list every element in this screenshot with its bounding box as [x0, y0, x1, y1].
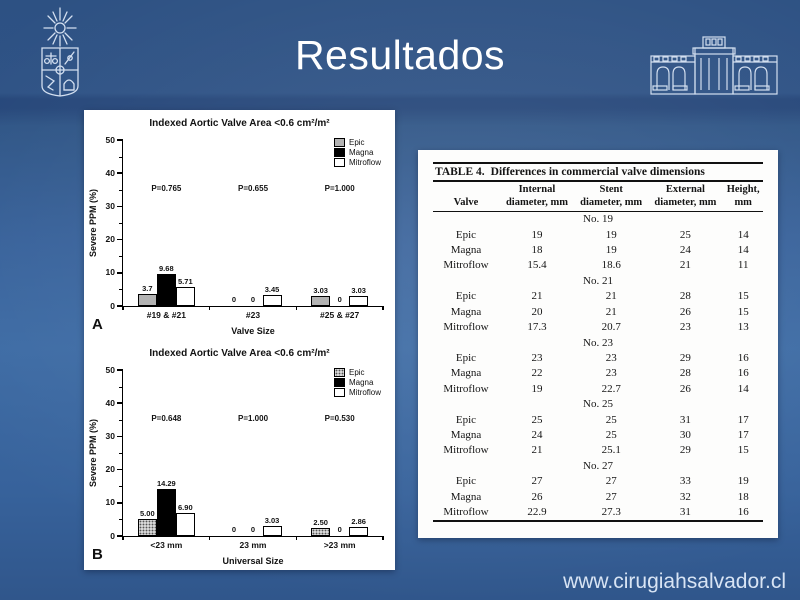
y-tick-label: 50: [105, 134, 115, 145]
x-axis-tick: [122, 306, 124, 310]
valve-name-cell: Mitroflow: [443, 444, 489, 457]
table-row: [433, 428, 763, 443]
valve-name-cell: Mitroflow: [443, 382, 489, 395]
chart-title: Indexed Aortic Valve Area <0.6 cm²/m²: [149, 118, 330, 129]
bar: [157, 489, 176, 536]
value-cell: 22: [531, 367, 543, 380]
legend-item: [334, 158, 381, 167]
column-header: [723, 181, 763, 212]
bar-zero-label: 0: [231, 295, 237, 304]
legend-label: Epic: [348, 368, 365, 377]
y-tick-label: 20: [105, 234, 115, 245]
y-axis-minor-tick: [119, 519, 123, 520]
y-tick-label: 20: [105, 464, 115, 475]
value-cell: 28: [679, 367, 691, 380]
value-cell: 19: [531, 228, 543, 241]
legend-item: [334, 138, 381, 147]
y-tick-label: 30: [105, 430, 115, 441]
table-row: [433, 413, 763, 428]
y-axis-tick: [117, 206, 123, 208]
bar-value-label: 9.68: [159, 263, 174, 273]
x-axis-tick: [382, 536, 384, 540]
column-header-line2: diameter, mm: [505, 197, 568, 209]
value-cell: 25: [605, 428, 617, 441]
table-row: [433, 258, 763, 273]
p-value-label: P=1.000: [324, 184, 355, 194]
group-label: No. 27: [583, 459, 613, 472]
x-tick-label: #25 & #27: [320, 310, 360, 320]
table-title-label: TABLE 4.: [435, 166, 485, 178]
x-tick-label: #19 & #21: [146, 310, 186, 320]
legend-label: Mitroflow: [348, 158, 381, 167]
epic-swatch-icon: [334, 368, 345, 377]
bar: [311, 296, 330, 306]
value-cell: 20.7: [601, 321, 621, 334]
bar-value-label: 14.29: [156, 478, 176, 488]
y-axis-minor-tick: [119, 256, 123, 257]
column-header-line1: Height,: [726, 184, 760, 195]
table-row: [433, 366, 763, 381]
table-header-row: [433, 181, 763, 212]
y-axis-minor-tick: [119, 453, 123, 454]
table-row: [433, 443, 763, 458]
bar-value-label: 2.50: [313, 517, 328, 527]
value-cell: 19: [605, 228, 617, 241]
bar-value-label: 3.03: [264, 515, 280, 525]
value-cell: 29: [679, 444, 691, 457]
legend-label: Epic: [348, 138, 365, 147]
value-cell: 15: [737, 290, 749, 303]
y-tick-label: 0: [110, 530, 115, 541]
table-title-text: Differences in commercial valve dimensions: [490, 166, 705, 178]
table-row: [433, 243, 763, 258]
value-cell: 25.1: [601, 444, 621, 457]
value-cell: 18: [737, 490, 749, 503]
y-axis-tick: [117, 239, 123, 241]
valve-name-cell: Magna: [450, 367, 482, 380]
value-cell: 14: [737, 244, 749, 257]
value-cell: 15: [737, 444, 749, 457]
valve-name-cell: Magna: [450, 428, 482, 441]
bar-zero-label: 0: [250, 295, 256, 304]
valve-dimensions-table: [433, 180, 763, 522]
value-cell: 17: [737, 413, 749, 426]
bar: [263, 295, 282, 306]
value-cell: 23: [605, 367, 617, 380]
value-cell: 24: [679, 244, 691, 257]
value-cell: 23: [605, 351, 617, 364]
y-axis-tick: [117, 139, 123, 141]
bar: [263, 526, 282, 536]
chart-b: [84, 346, 395, 574]
value-cell: 21: [531, 290, 543, 303]
value-cell: 26: [679, 305, 691, 318]
value-cell: 11: [737, 259, 749, 272]
y-axis-label: Severe PPM (%): [88, 418, 98, 488]
bar: [176, 513, 195, 536]
p-value-label: P=0.530: [324, 414, 355, 424]
plot-area: [105, 134, 383, 336]
y-axis-minor-tick: [119, 223, 123, 224]
y-axis-tick: [117, 172, 123, 174]
bar-value-label: 3.03: [351, 285, 366, 295]
table-row: [433, 474, 763, 489]
valve-name-cell: Magna: [450, 490, 482, 503]
x-axis-title: Universal Size: [222, 556, 284, 566]
table-row: [433, 228, 763, 243]
valve-name-cell: Magna: [450, 305, 482, 318]
table-group-row: [433, 212, 763, 228]
group-label: No. 25: [583, 398, 613, 411]
value-cell: 20: [531, 305, 543, 318]
value-cell: 21: [679, 259, 691, 272]
p-value-label: P=0.648: [151, 414, 182, 424]
table-row: [433, 505, 763, 521]
group-label: No. 23: [583, 336, 613, 349]
mitroflow-swatch-icon: [334, 158, 345, 167]
value-cell: 24: [531, 428, 543, 441]
valve-name-cell: Epic: [455, 351, 477, 364]
bar-value-label: 2.86: [351, 516, 366, 526]
column-header: [433, 181, 499, 212]
legend-item: [334, 148, 381, 157]
legend-label: Mitroflow: [348, 388, 381, 397]
legend: [334, 138, 381, 168]
y-axis-minor-tick: [119, 289, 123, 290]
magna-swatch-icon: [334, 148, 345, 157]
bar: [138, 294, 157, 306]
bar: [138, 519, 157, 536]
value-cell: 32: [679, 490, 691, 503]
value-cell: 18.6: [601, 259, 621, 272]
value-cell: 25: [605, 413, 617, 426]
legend-item: [334, 368, 381, 377]
y-axis-tick: [117, 272, 123, 274]
column-header-line2: Valve: [453, 197, 479, 209]
column-header-line2: mm: [734, 197, 752, 209]
value-cell: 26: [531, 490, 543, 503]
y-axis-tick: [117, 369, 123, 371]
valve-name-cell: Epic: [455, 413, 477, 426]
footer-url: www.cirugiahsalvador.cl: [563, 570, 786, 593]
value-cell: 26: [679, 382, 691, 395]
table-row: [433, 289, 763, 304]
value-cell: 21: [531, 444, 543, 457]
plot-area: [105, 364, 383, 566]
bar-value-label: 6.90: [178, 503, 193, 513]
table-row: [433, 351, 763, 366]
epic-swatch-icon: [334, 138, 345, 147]
value-cell: 14: [737, 228, 749, 241]
valve-name-cell: Mitroflow: [443, 259, 489, 272]
y-tick-label: 30: [105, 200, 115, 211]
value-cell: 23: [679, 321, 691, 334]
x-tick-label: #23: [245, 310, 261, 320]
y-axis-minor-tick: [119, 190, 123, 191]
table-row: [433, 320, 763, 335]
bar-value-label: 5.71: [178, 277, 193, 287]
panel-letter: A: [92, 316, 103, 333]
table-group-row: [433, 274, 763, 289]
value-cell: 27: [605, 490, 617, 503]
value-cell: 19: [605, 244, 617, 257]
x-axis-tick: [382, 306, 384, 310]
value-cell: 16: [737, 505, 749, 518]
bar: [349, 527, 368, 536]
value-cell: 31: [679, 505, 691, 518]
value-cell: 29: [679, 351, 691, 364]
y-axis-tick: [117, 402, 123, 404]
p-value-label: P=0.655: [237, 184, 269, 194]
value-cell: 27: [605, 475, 617, 488]
value-cell: 21: [605, 305, 617, 318]
bar-value-label: 3.45: [264, 284, 280, 294]
table-group-row: [433, 397, 763, 412]
value-cell: 33: [679, 475, 691, 488]
x-axis-tick: [122, 536, 124, 540]
value-cell: 31: [679, 413, 691, 426]
y-tick-label: 10: [105, 267, 115, 278]
y-tick-label: 50: [105, 364, 115, 375]
value-cell: 14: [737, 382, 749, 395]
y-tick-label: 40: [105, 167, 115, 178]
x-tick-label: >23 mm: [323, 540, 356, 550]
legend-label: Magna: [348, 148, 374, 157]
value-cell: 16: [737, 351, 749, 364]
valve-name-cell: Epic: [455, 290, 477, 303]
bar-zero-label: 0: [337, 295, 342, 304]
value-cell: 19: [737, 475, 749, 488]
value-cell: 13: [737, 321, 749, 334]
group-label: No. 19: [583, 213, 613, 226]
bar: [349, 296, 368, 306]
y-axis-tick: [117, 469, 123, 471]
page-title: Resultados: [294, 32, 506, 78]
value-cell: 22.9: [527, 505, 547, 518]
y-tick-label: 10: [105, 497, 115, 508]
table-panel: [418, 150, 778, 538]
value-cell: 21: [605, 290, 617, 303]
valve-name-cell: Magna: [450, 244, 482, 257]
table-row: [433, 490, 763, 505]
bar: [311, 528, 330, 536]
y-axis-label: Severe PPM (%): [88, 188, 98, 258]
valve-name-cell: Mitroflow: [443, 321, 489, 334]
value-cell: 27.3: [601, 505, 621, 518]
x-axis-tick: [209, 536, 211, 540]
value-cell: 25: [679, 228, 691, 241]
value-cell: 16: [737, 367, 749, 380]
value-cell: 22.7: [601, 382, 621, 395]
bar-zero-label: 0: [231, 525, 237, 534]
x-tick-label: 23 mm: [239, 540, 267, 550]
table-title: [433, 162, 763, 180]
bar-value-label: 5.00: [140, 509, 155, 519]
legend: [334, 368, 381, 398]
column-header-line2: diameter, mm: [654, 197, 717, 209]
column-header-line1: Internal: [518, 184, 556, 195]
bar: [176, 287, 195, 306]
y-axis-minor-tick: [119, 157, 123, 158]
column-header-line1: External: [665, 184, 705, 195]
mitroflow-swatch-icon: [334, 388, 345, 397]
legend-item: [334, 378, 381, 387]
panel-letter: B: [92, 546, 103, 563]
y-axis-minor-tick: [119, 486, 123, 487]
value-cell: 19: [531, 382, 543, 395]
column-header-line1: Stent: [599, 184, 623, 195]
group-label: No. 21: [583, 274, 613, 287]
value-cell: 23: [531, 351, 543, 364]
value-cell: 15.4: [527, 259, 547, 272]
x-axis-tick: [209, 306, 211, 310]
value-cell: 25: [531, 413, 543, 426]
y-axis-minor-tick: [119, 387, 123, 388]
value-cell: 17.3: [527, 321, 547, 334]
bar-zero-label: 0: [250, 525, 256, 534]
legend-item: [334, 388, 381, 397]
y-axis-minor-tick: [119, 420, 123, 421]
bar-value-label: 3.7: [142, 283, 153, 293]
y-tick-label: 0: [110, 300, 115, 311]
x-axis-tick: [296, 306, 298, 310]
y-tick-label: 40: [105, 397, 115, 408]
table-row: [433, 382, 763, 397]
charts-panel: [84, 110, 395, 570]
valve-name-cell: Mitroflow: [443, 505, 489, 518]
value-cell: 28: [679, 290, 691, 303]
y-axis-tick: [117, 436, 123, 438]
legend-label: Magna: [348, 378, 374, 387]
hospital-building-icon: [648, 34, 780, 98]
valve-name-cell: Epic: [455, 475, 477, 488]
p-value-label: P=0.765: [151, 184, 182, 194]
value-cell: 15: [737, 305, 749, 318]
value-cell: 30: [679, 428, 691, 441]
column-header-line2: diameter, mm: [580, 197, 643, 209]
value-cell: 17: [737, 428, 749, 441]
column-header: [499, 181, 575, 212]
magna-swatch-icon: [334, 378, 345, 387]
chart-a: [84, 116, 395, 344]
bar-value-label: 3.03: [313, 285, 328, 295]
y-axis-tick: [117, 502, 123, 504]
column-header: [647, 181, 723, 212]
column-header: [575, 181, 648, 212]
valve-name-cell: Epic: [455, 228, 477, 241]
bar-zero-label: 0: [337, 525, 342, 534]
p-value-label: P=1.000: [237, 414, 269, 424]
table-group-row: [433, 336, 763, 351]
x-tick-label: <23 mm: [150, 540, 183, 550]
x-axis-tick: [296, 536, 298, 540]
chart-title: Indexed Aortic Valve Area <0.6 cm²/m²: [149, 348, 330, 359]
table-group-row: [433, 459, 763, 474]
value-cell: 27: [531, 475, 543, 488]
table-row: [433, 305, 763, 320]
x-axis-title: Valve Size: [231, 326, 275, 336]
value-cell: 18: [531, 244, 543, 257]
